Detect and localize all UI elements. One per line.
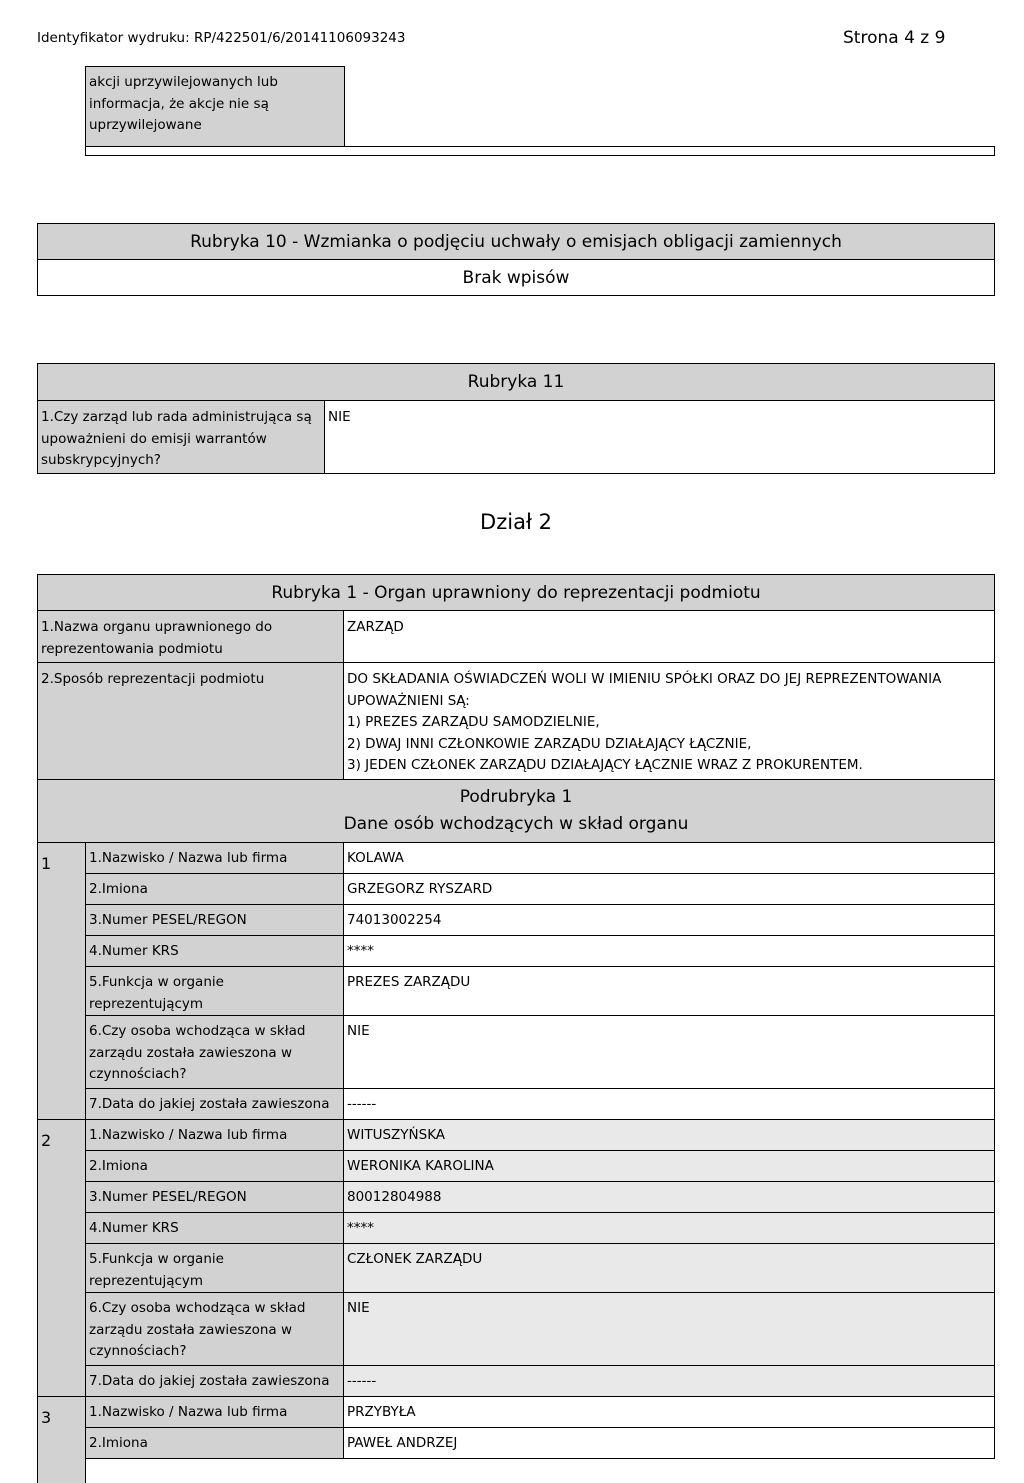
suspended-label: 6.Czy osoba wchodząca w skład zarządu została zawieszona w czynnościach? [86,1016,344,1089]
suspended-value: NIE [344,1293,995,1366]
section-title: Dział 2 [480,510,552,534]
representation-line: 1) PREZES ZARZĄDU SAMODZIELNIE, [347,714,600,730]
person-number: 1 [38,843,86,1120]
page-number: Strona 4 z 9 [843,28,946,48]
top-fragment-table [85,66,995,156]
function-value: CZŁONEK ZARZĄDU [344,1244,995,1293]
names-value: GRZEGORZ RYSZARD [344,874,995,905]
pesel-label: 3.Numer PESEL/REGON [86,1182,344,1213]
rubryka-11-table [37,363,995,474]
organ-name-label: 1.Nazwa organu uprawnionego do reprezentowania podmiotu [38,611,344,663]
surname-label: 1.Nazwisko / Nazwa lub firma [86,1397,344,1428]
representation-line: DO SKŁADANIA OŚWIADCZEŃ WOLI W IMIENIU SPÓŁKI ORAZ DO JEJ REPREZENTOWANIA UPOWAŻNIENI SĄ: [347,671,942,709]
subsection-title-line2: Dane osób wchodzących w skład organu [343,814,689,834]
organ-name-value: ZARZĄD [344,611,995,663]
fragment-label: akcji uprzywilejowanych lub informacja, że akcje nie są uprzywilejowane [86,67,345,147]
surname-value: KOLAWA [344,843,995,874]
print-identifier: Identyfikator wydruku: RP/422501/6/20141106093243 [37,30,406,46]
krs-value: **** [344,936,995,967]
function-value: PREZES ZARZĄDU [344,967,995,1016]
krs-label: 4.Numer KRS [86,936,344,967]
names-value: WERONIKA KAROLINA [344,1151,995,1182]
representation-label: 2.Sposób reprezentacji podmiotu [38,663,344,780]
person-number: 2 [38,1120,86,1397]
representation-line: 2) DWAJ INNI CZŁONKOWIE ZARZĄDU DZIAŁAJĄCY ŁĄCZNIE, [347,735,752,752]
rubryka-10-table [37,223,995,296]
suspended-until-value: ------ [344,1089,995,1120]
surname-label: 1.Nazwisko / Nazwa lub firma [86,843,344,874]
surname-value: PRZYBYŁA [344,1397,995,1428]
representation-value [344,663,995,780]
rubryka-11-q1-label: 1.Czy zarząd lub rada administrująca są upoważnieni do emisji warrantów subskrypcyjnych? [38,401,325,474]
pesel-value: 80012804988 [344,1182,995,1213]
function-label: 5.Funkcja w organie reprezentującym [86,967,344,1016]
dzial2-rubryka1-table [37,574,995,1483]
krs-value: **** [344,1213,995,1244]
surname-value: WITUSZYŃSKA [344,1120,995,1151]
suspended-value: NIE [344,1016,995,1089]
suspended-until-label: 7.Data do jakiej została zawieszona [86,1089,344,1120]
surname-label: 1.Nazwisko / Nazwa lub firma [86,1120,344,1151]
names-label: 2.Imiona [86,1428,344,1459]
pesel-value: 74013002254 [344,905,995,936]
subsection-title-line1: Podrubryka 1 [459,787,573,807]
dzial2-rubryka1-title: Rubryka 1 - Organ uprawniony do reprezentacji podmiotu [38,575,995,611]
suspended-label: 6.Czy osoba wchodząca w skład zarządu została zawieszona w czynnościach? [86,1293,344,1366]
names-label: 2.Imiona [86,874,344,905]
function-label: 5.Funkcja w organie reprezentującym [86,1244,344,1293]
person-number: 3 [38,1397,86,1483]
rubryka-11-title: Rubryka 11 [38,364,995,401]
suspended-until-label: 7.Data do jakiej została zawieszona [86,1366,344,1397]
rubryka-11-q1-value: NIE [325,401,995,474]
names-label: 2.Imiona [86,1151,344,1182]
suspended-until-value: ------ [344,1366,995,1397]
representation-line: 3) JEDEN CZŁONEK ZARZĄDU DZIAŁAJĄCY ŁĄCZNIE WRAZ Z PROKURENTEM. [347,757,863,773]
subsection-title [38,780,995,843]
rubryka-10-content: Brak wpisów [38,260,995,296]
names-value: PAWEŁ ANDRZEJ [344,1428,995,1459]
krs-label: 4.Numer KRS [86,1213,344,1244]
pesel-label: 3.Numer PESEL/REGON [86,905,344,936]
rubryka-10-title: Rubryka 10 - Wzmianka o podjęciu uchwały o emisjach obligacji zamiennych [38,224,995,260]
